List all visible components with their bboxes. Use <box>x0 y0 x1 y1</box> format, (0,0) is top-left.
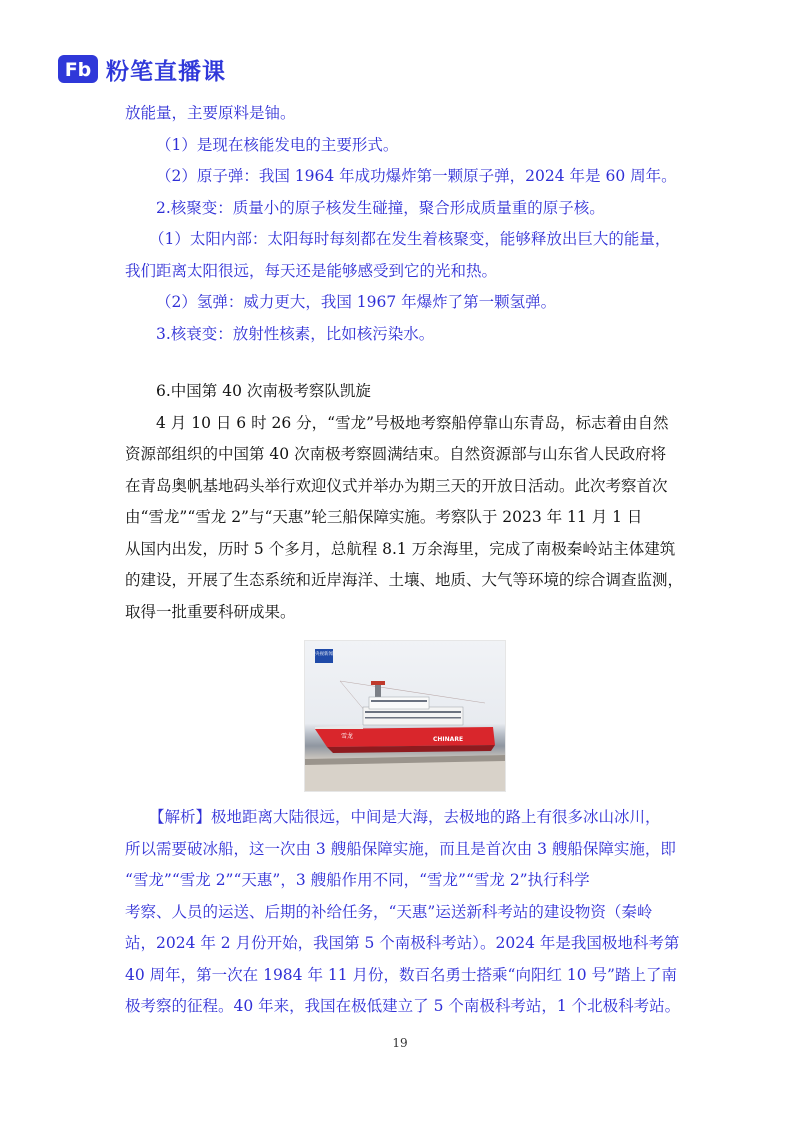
text-line: 2.核聚变：质量小的原子核发生碰撞，聚合形成质量重的原子核。 <box>156 198 605 217</box>
text-line: 在青岛奥帆基地码头举行欢迎仪式并举办为期三天的开放日活动。此次考察首次 <box>125 476 668 495</box>
text-line: 资源部组织的中国第 40 次南极考察圆满结束。自然资源部与山东省人民政府将 <box>125 445 667 463</box>
fb-logo-icon <box>58 55 98 83</box>
text-line: 的建设，开展了生态系统和近岸海洋、土壤、地质、大气等环境的综合调查监测， <box>125 571 684 589</box>
text-line: 放能量，主要原料是铀。 <box>125 104 296 122</box>
svg-text:Fb: Fb <box>64 59 92 81</box>
text-line: 考察、人员的运送、后期的补给任务，“天惠”运送新科考站的建设物资（秦岭 <box>125 902 653 921</box>
analysis-tag: 【解析】 <box>149 808 212 826</box>
analysis-text: 极地距离大陆很远，中间是大海，去极地的路上有很多冰山冰川， <box>211 808 661 826</box>
icebreaker-ship-icon <box>305 641 505 791</box>
text-line: （2）原子弹：我国 1964 年成功爆炸第一颗原子弹，2024 年是 60 周年。 <box>156 167 677 185</box>
header <box>58 52 226 86</box>
text-line: 40 周年，第一次在 1984 年 11 月份，数百名勇士搭乘“向阳红 10 号”踏上了南 <box>125 965 677 984</box>
text-line: 我们距离太阳很远，每天还是能够感受到它的光和热。 <box>125 261 498 280</box>
text-line: 站，2024 年 2 月份开始，我国第 5 个南极科考站）。2024 年是我国极地科考第 <box>125 934 680 952</box>
text-line: 4 月 10 日 6 时 26 分，“雪龙”号极地考察船停靠山东青岛，标志着由自然 <box>156 413 669 432</box>
text-line: 极考察的征程。40 年来，我国在极低建立了 5 个南极科考站，1 个北极科考站。 <box>125 997 681 1015</box>
section-heading: 6.中国第 40 次南极考察队凯旋 <box>156 382 371 400</box>
text-line: 取得一批重要科研成果。 <box>125 602 296 621</box>
svg-text:雪龙: 雪龙 <box>341 733 354 740</box>
page-number: 19 <box>392 1036 408 1050</box>
text-line: 3.核衰变：放射性核素，比如核污染水。 <box>156 324 435 343</box>
ship-photo <box>304 640 506 792</box>
brand-name: 粉笔直播课 <box>106 58 226 85</box>
text-line: “雪龙”“雪龙 2”“天惠”，3 艘船作用不同，“雪龙”“雪龙 2”执行科学 <box>125 871 590 889</box>
text-line: 由“雪龙”“雪龙 2”与“天惠”轮三船保障实施。考察队于 2023 年 11 月 1 日 <box>125 508 643 526</box>
svg-text:央视新闻: 央视新闻 <box>315 652 333 657</box>
document-body <box>125 98 685 1023</box>
text-line: （2）氢弹：威力更大，我国 1967 年爆炸了第一颗氢弹。 <box>156 293 557 311</box>
analysis-line <box>125 802 685 834</box>
text-line: 从国内出发，历时 5 个多月，总航程 8.1 万余海里，完成了南极秦岭站主体建筑 <box>125 539 676 558</box>
text-line: （1）是现在核能发电的主要形式。 <box>156 135 399 154</box>
svg-text:CHINARE: CHINARE <box>433 736 464 743</box>
text-line: 所以需要破冰船，这一次由 3 艘船保障实施，而且是首次由 3 艘船保障实施，即 <box>125 839 676 858</box>
text-line: （1）太阳内部：太阳每时每刻都在发生着核聚变，能够释放出巨大的能量， <box>149 230 671 248</box>
